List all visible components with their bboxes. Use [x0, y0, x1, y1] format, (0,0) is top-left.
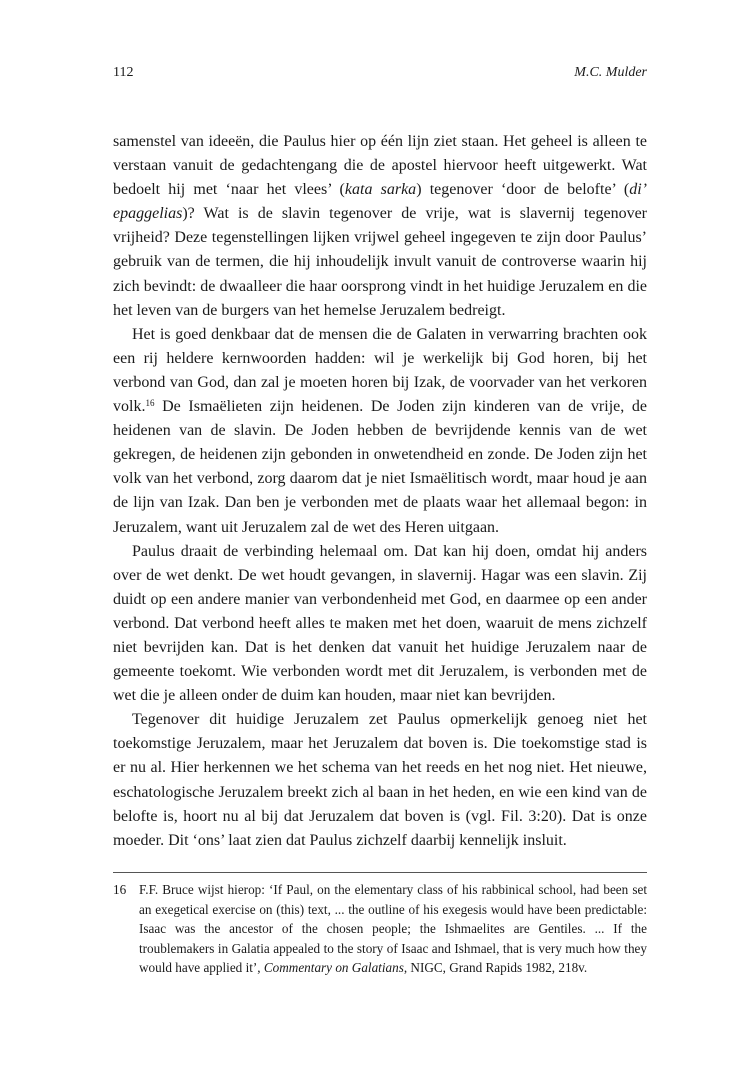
footnote-text	[139, 880, 647, 978]
paragraph-2-text-b: De Ismaëlieten zijn heidenen. De Joden zijn kinderen van de vrije, de heidenen van de slavin. De Joden hebben de bevrijdende kennis van de wet gekregen, de heidenen zijn gebonden in onwetendheid en zonde. De Joden zijn het volk van het verbond, zorg daarom dat je niet Ismaëlitisch wordt, maar houd je aan de lijn van Izak. Dan ben je verbonden met de plaats waar het allemaal begon: in Jeruzalem, want uit Jeruzalem zal de wet des Heren uitgaan.	[113, 398, 647, 536]
paragraph-1	[113, 130, 647, 323]
paragraph-1-text-a: samenstel van ideeën, die Paulus hier op één lijn ziet staan. Het geheel is alleen te verstaan vanuit de gedachtengang die de apostel hiervoor heeft uitgewerkt. Wat bedoelt hij met ‘naar het vlees’ (	[113, 133, 647, 199]
running-head	[113, 65, 647, 85]
term-kata-sarka: kata sarka	[344, 181, 417, 199]
footnote-number: 16	[113, 882, 127, 897]
paragraph-1-text-b: ) tegenover ‘door de belofte’ (	[416, 181, 630, 199]
paragraph-2	[113, 323, 647, 540]
footnote-reference[interactable]: 16	[145, 398, 155, 409]
footnote-book-title: Commentary on Galatians	[263, 960, 404, 976]
paragraph-1-text-c: )? Wat is de slavin tegenover de vrije, wat is slavernij tegenover vrijheid? Deze tegenstellingen lijken vrijwel geheel ingegeven te zijn door Paulus’ gebruik van de termen, die hij inhoudelijk invult vanuit de controverse waarin hij zich bevindt: de dwaalleer die haar oorsprong vindt in het huidige Jeruzalem en die het leven van de burgers van het hemelse Jeruzalem bedreigt.	[113, 205, 647, 319]
term-di-epaggelias: di’ epaggelias	[113, 181, 647, 223]
running-head-author: M.C. Mulder	[574, 65, 647, 80]
footnote-text-a: F.F. Bruce wijst hierop: ‘If Paul, on the elementary class of his rabbinical school, had been set an exegetical exercise on (this) text, ... the outline of his exegesis would have been predictable: Isaac was the ancestor of the chosen people; the Ishmaelites are Gentiles. ... If the troublemakers in Galatia appealed to the story of Isaac and Ishmael, that is very much how they would have applied it’,	[139, 882, 647, 976]
paragraph-4: Tegenover dit huidige Jeruzalem zet Paulus opmerkelijk genoeg niet het toekomstige Jeruzalem, maar het Jeruzalem dat boven is. Die toekomstige stad is er nu al. Hier herkennen we het schema van het reeds en het nog niet. Het nieuwe, eschatologische Jeruzalem breekt zich al baan in het heden, en wie een kind van de belofte is, hoort nu al bij dat Jeruzalem dat boven is (vgl. Fil. 3:20). Dat is onze moeder. Dit ‘ons’ laat zien dat Paulus zichzelf daarbij kennelijk insluit.	[113, 711, 647, 849]
paragraph-3: Paulus draait de verbinding helemaal om. Dat kan hij doen, omdat hij anders over de wet denkt. De wet houdt gevangen, in slavernij. Hagar was een slavin. Zij duidt op een andere manier van verbondenheid met God, en daarmee op een ander verbond. Dat verbond heeft alles te maken met het doen, waaruit de mens zichzelf niet bevrijden kan. Dat is het denken dat vanuit het huidige Jeruzalem naar de gemeente toekomt. Wie verbonden wordt met dit Jeruzalem, is verbonden met de wet die je alleen onder de duim kan houden, maar niet kan bevrijden.	[113, 542, 647, 705]
paragraph-2-text-a: Het is goed denkbaar dat de mensen die de Galaten in verwarring brachten ook een rij heldere kernwoorden hadden: wil je werkelijk bij God horen, bij het verbond van God, dan zal je moeten horen bij Izak, de voorvader van het verkoren volk.	[113, 325, 647, 416]
footnote-text-b: , NIGC, Grand Rapids 1982, 218v.	[403, 960, 588, 976]
footnote	[113, 880, 647, 978]
footnote-divider	[113, 872, 647, 873]
body-text	[113, 130, 647, 853]
page-number: 112	[113, 65, 134, 80]
